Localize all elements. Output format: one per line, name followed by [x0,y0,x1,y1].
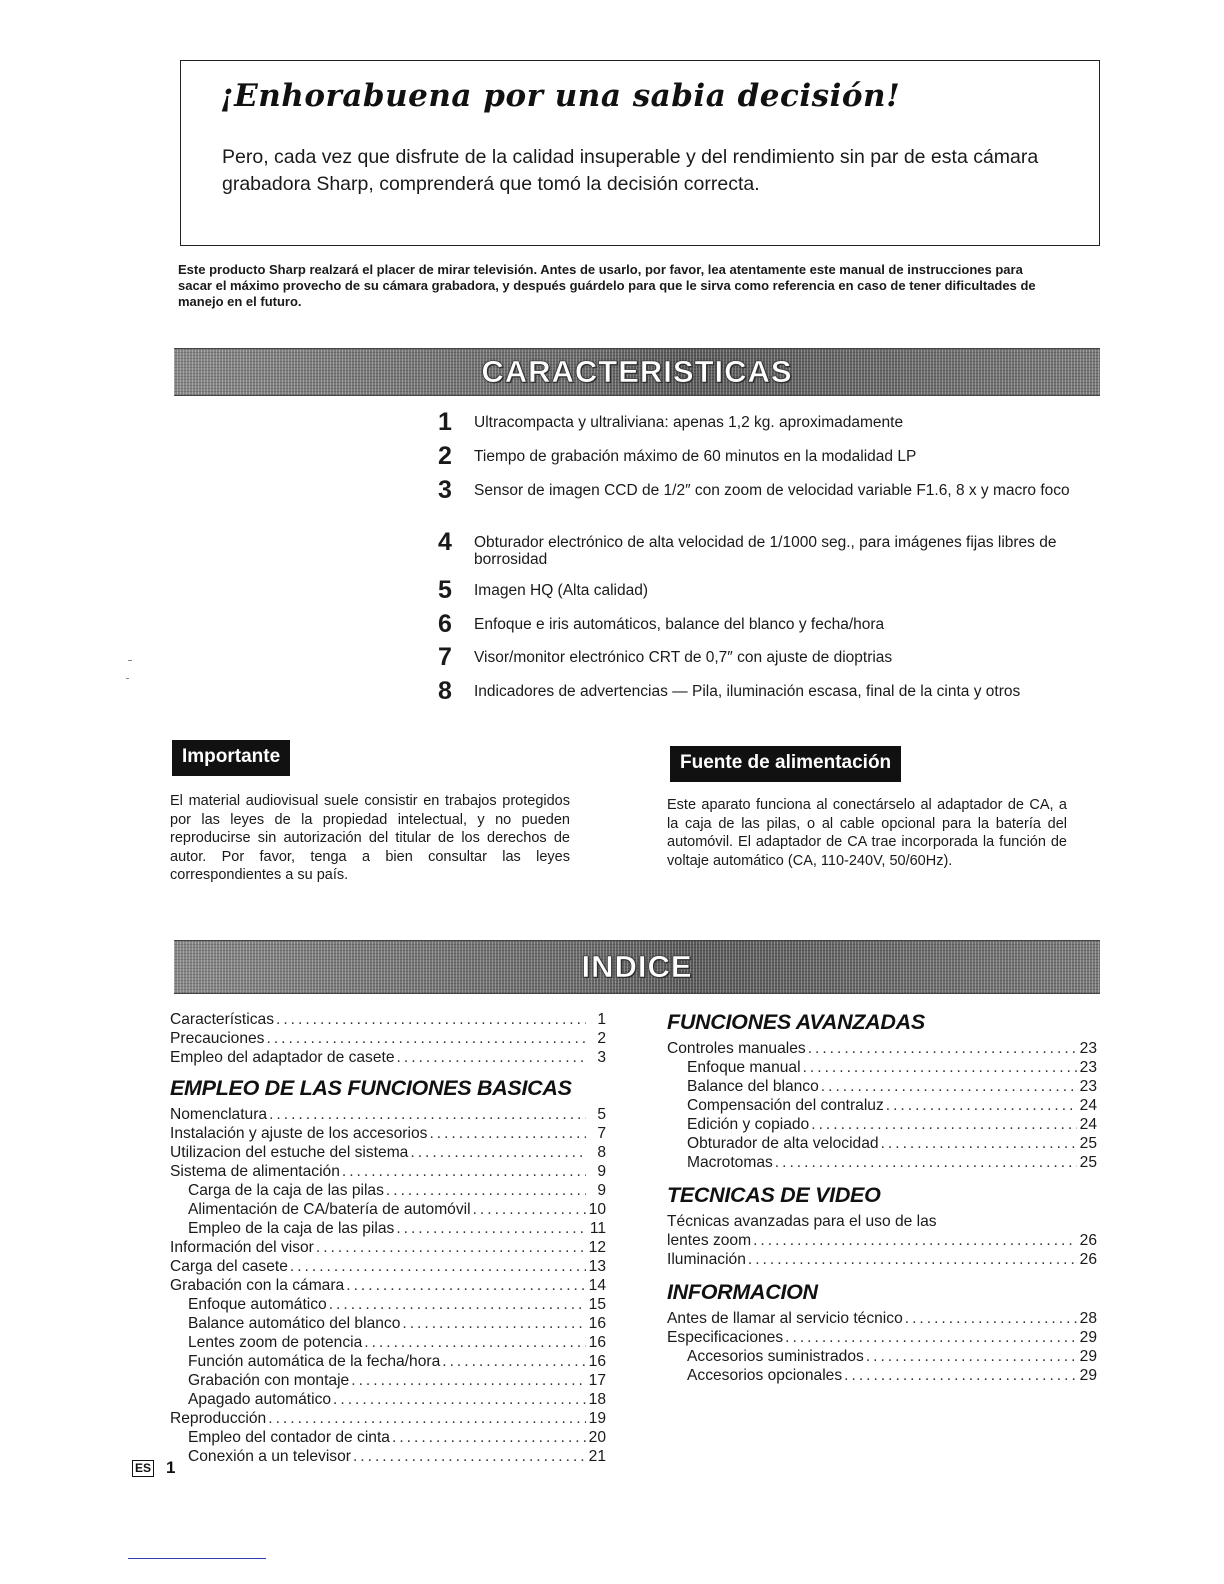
feature-text: Indicadores de advertencias — Pila, iluminación escasa, final de la cinta y otros [474,683,1021,700]
feature-text: Imagen HQ (Alta calidad) [474,582,649,599]
toc-section-heading: TECNICAS DE VIDEO [667,1183,881,1207]
toc-page: 25 [1079,1154,1097,1171]
toc-page: 29 [1079,1348,1097,1365]
power-label: Fuente de alimentación [670,746,901,782]
toc-entry[interactable] [170,1105,606,1124]
toc-label: Carga del casete [170,1258,288,1275]
toc-label: Enfoque automático [188,1296,327,1313]
toc-entry[interactable] [667,1058,1097,1077]
toc-entry[interactable] [667,1231,1097,1250]
feature-item [438,476,1118,528]
toc-entry[interactable] [667,1115,1097,1134]
toc-page: 26 [1079,1251,1097,1268]
feature-number: 7 [438,643,452,671]
feature-number: 2 [438,442,452,470]
feature-number: 3 [438,476,452,504]
toc-label: Especificaciones [667,1329,784,1346]
intro-heading: ¡Enhorabuena por una sabia decisión! [220,78,901,114]
toc-label: Balance automático del blanco [188,1315,401,1332]
toc-label: Lentes zoom de potencia [188,1334,363,1351]
toc-page: 2 [597,1030,606,1047]
toc-entry[interactable] [170,1238,606,1257]
feature-text: Visor/monitor electrónico CRT de 0,7″ con ajuste de dioptrias [474,649,893,666]
toc-label: Accesorios opcionales [687,1367,843,1384]
toc-entry[interactable] [170,1257,606,1276]
feature-item [438,677,1118,711]
toc-entry[interactable] [170,1447,606,1466]
toc-label: Características [170,1011,274,1028]
toc-entry[interactable] [667,1366,1097,1385]
toc-label: Enfoque manual [687,1059,801,1076]
toc-page: 21 [588,1448,606,1465]
toc-label: Grabación con montaje [188,1372,350,1389]
toc-label: Grabación con la cámara [170,1277,345,1294]
feature-item [438,643,1118,677]
toc-page: 16 [588,1334,606,1351]
toc-label: Accesorios suministrados [687,1348,864,1365]
toc-entry[interactable] [170,1029,606,1048]
page-footer [132,1458,175,1478]
toc-left-column [170,1010,606,1466]
toc-page: 10 [588,1201,606,1218]
toc-label: Carga de la caja de las pilas [188,1182,384,1199]
feature-number: 6 [438,610,452,638]
toc-page: 12 [588,1239,606,1256]
toc-page: 13 [588,1258,606,1275]
important-label: Importante [172,740,290,776]
toc-label: Empleo de la caja de las pilas [188,1220,395,1237]
toc-label: Técnicas avanzadas para el uso de las [667,1213,937,1230]
toc-page: 29 [1079,1329,1097,1346]
toc-label: Precauciones [170,1030,265,1047]
toc-label: Macrotomas [687,1154,773,1171]
toc-entry[interactable] [170,1200,606,1219]
toc-entry[interactable] [170,1314,606,1333]
feature-item [438,528,1118,576]
feature-number: 8 [438,677,452,705]
toc-entry[interactable] [667,1077,1097,1096]
toc-page: 8 [597,1144,606,1161]
feature-text: Tiempo de grabación máximo de 60 minutos en la modalidad LP [474,448,917,465]
toc-label: Obturador de alta velocidad [687,1135,879,1152]
toc-entry[interactable] [667,1347,1097,1366]
toc-label: Sistema de alimentación [170,1163,340,1180]
features-list [438,408,1118,711]
toc-page: 19 [588,1410,606,1427]
toc-page: 29 [1079,1367,1097,1384]
toc-label: Edición y copiado [687,1116,810,1133]
toc-page: 23 [1079,1040,1097,1057]
index-banner [174,940,1100,994]
power-text: Este aparato funciona al conectárselo al adaptador de CA, a la caja de las pilas, o al cable opcional para la batería del automóvil. El adaptador de CA trae incorporada la función de voltaje automático (CA, 110-240V, 50/60Hz). [667,797,1067,869]
toc-section-heading: EMPLEO DE LAS FUNCIONES BASICAS [170,1076,572,1100]
page-number: 1 [166,1458,176,1477]
toc-page: 9 [597,1182,606,1199]
toc-label: Apagado automático [188,1391,332,1408]
important-text: El material audiovisual suele consistir en trabajos protegidos por las leyes de la propiedad intelectual, y no pueden reproducirse sin autorización del titular de los derechos de autor. Por favor, tenga a bien consultar las leyes correspondientes a su país. [170,793,570,883]
feature-item [438,576,1118,610]
feature-number: 4 [438,528,452,556]
toc-label: Balance del blanco [687,1078,819,1095]
toc-entry[interactable] [667,1328,1097,1347]
toc-page: 7 [597,1125,606,1142]
toc-entry[interactable] [170,1276,606,1295]
toc-entry[interactable] [667,1309,1097,1328]
feature-text: Obturador electrónico de alta velocidad de 1/1000 seg., para imágenes fijas libres de borrosidad [474,534,1057,568]
toc-entry[interactable] [170,1124,606,1143]
toc-label: Alimentación de CA/batería de automóvil [188,1201,471,1218]
language-badge: ES [132,1460,154,1477]
toc-page: 1 [597,1011,606,1028]
feature-item [438,610,1118,643]
toc-entry[interactable] [170,1162,606,1181]
toc-label: Función automática de la fecha/hora [188,1353,441,1370]
toc-page: 28 [1079,1310,1097,1327]
toc-entry[interactable] [170,1428,606,1447]
toc-label: Información del visor [170,1239,314,1256]
toc-label: Controles manuales [667,1040,806,1057]
toc-entry[interactable] [667,1250,1097,1269]
toc-page: 3 [597,1049,606,1066]
toc-entry[interactable] [667,1153,1097,1172]
features-banner [174,348,1100,396]
toc-page: 11 [589,1220,606,1237]
toc-page: 18 [588,1391,606,1408]
toc-right-column [667,1005,1097,1385]
toc-entry[interactable] [170,1181,606,1200]
toc-entry[interactable] [170,1390,606,1409]
toc-entry[interactable] [170,1219,606,1238]
toc-label: lentes zoom [667,1232,752,1249]
toc-page: 26 [1079,1232,1097,1249]
toc-page: 5 [597,1106,606,1123]
intro-body: Pero, cada vez que disfrute de la calidad insuperable y del rendimiento sin par de esta cámara grabadora Sharp, comprenderá que tomó la decisión correcta. [222,146,1039,195]
toc-entry[interactable] [667,1096,1097,1115]
footer-rule [128,1558,266,1559]
toc-entry[interactable] [667,1134,1097,1153]
toc-label: Antes de llamar al servicio técnico [667,1310,903,1327]
toc-page: 16 [588,1353,606,1370]
toc-entry[interactable] [170,1048,606,1067]
toc-label: Utilizacion del estuche del sistema [170,1144,409,1161]
toc-entry[interactable] [170,1143,606,1162]
toc-entry[interactable] [170,1333,606,1352]
features-title: CARACTERISTICAS [481,354,793,389]
toc-page: 17 [588,1372,606,1389]
toc-page: 24 [1079,1097,1097,1114]
toc-page: 25 [1079,1135,1097,1152]
toc-label: Reproducción [170,1410,267,1427]
toc-page: 24 [1079,1116,1097,1133]
feature-number: 1 [438,408,452,436]
toc-entry[interactable] [170,1409,606,1428]
feature-text: Sensor de imagen CCD de 1/2″ con zoom de velocidad variable F1.6, 8 x y macro foco [474,482,1070,499]
product-note: Este producto Sharp realzará el placer de mirar televisión. Antes de usarlo, por favor, lea atentamente este manual de instrucciones para sacar el máximo provecho de su cámara grabadora, y después guárdelo para que le sirva como referencia en caso de tener dificultades de manejo en el futuro. [178,262,1036,309]
toc-page: 23 [1079,1078,1097,1095]
feature-item [438,442,1118,476]
toc-entry[interactable] [667,1039,1097,1058]
toc-section-heading: FUNCIONES AVANZADAS [667,1010,925,1034]
toc-label: Conexión a un televisor [188,1448,351,1465]
toc-entry[interactable] [170,1352,606,1371]
toc-label: Nomenclatura [170,1106,268,1123]
margin-mark [126,678,129,679]
index-title: INDICE [581,949,693,984]
toc-label: Empleo del adaptador de casete [170,1049,395,1066]
toc-entry[interactable] [170,1295,606,1314]
feature-item [438,408,1118,442]
feature-text: Enfoque e iris automáticos, balance del blanco y fecha/hora [474,616,885,633]
toc-entry[interactable] [170,1010,606,1029]
toc-page: 9 [597,1163,606,1180]
feature-number: 5 [438,576,452,604]
feature-text: Ultracompacta y ultraliviana: apenas 1,2 kg. aproximadamente [474,414,904,431]
toc-section-heading: INFORMACION [667,1280,818,1304]
toc-page: 23 [1079,1059,1097,1076]
toc-label: Instalación y ajuste de los accesorios [170,1125,428,1142]
toc-entry[interactable] [170,1371,606,1390]
toc-page: 15 [588,1296,606,1313]
toc-page: 16 [588,1315,606,1332]
toc-entry-text [667,1212,1097,1231]
toc-label: Iluminación [667,1251,746,1268]
toc-label: Compensación del contraluz [687,1097,884,1114]
margin-mark [128,660,132,661]
toc-label: Empleo del contador de cinta [188,1429,390,1446]
toc-page: 14 [588,1277,606,1294]
toc-page: 20 [588,1429,606,1446]
